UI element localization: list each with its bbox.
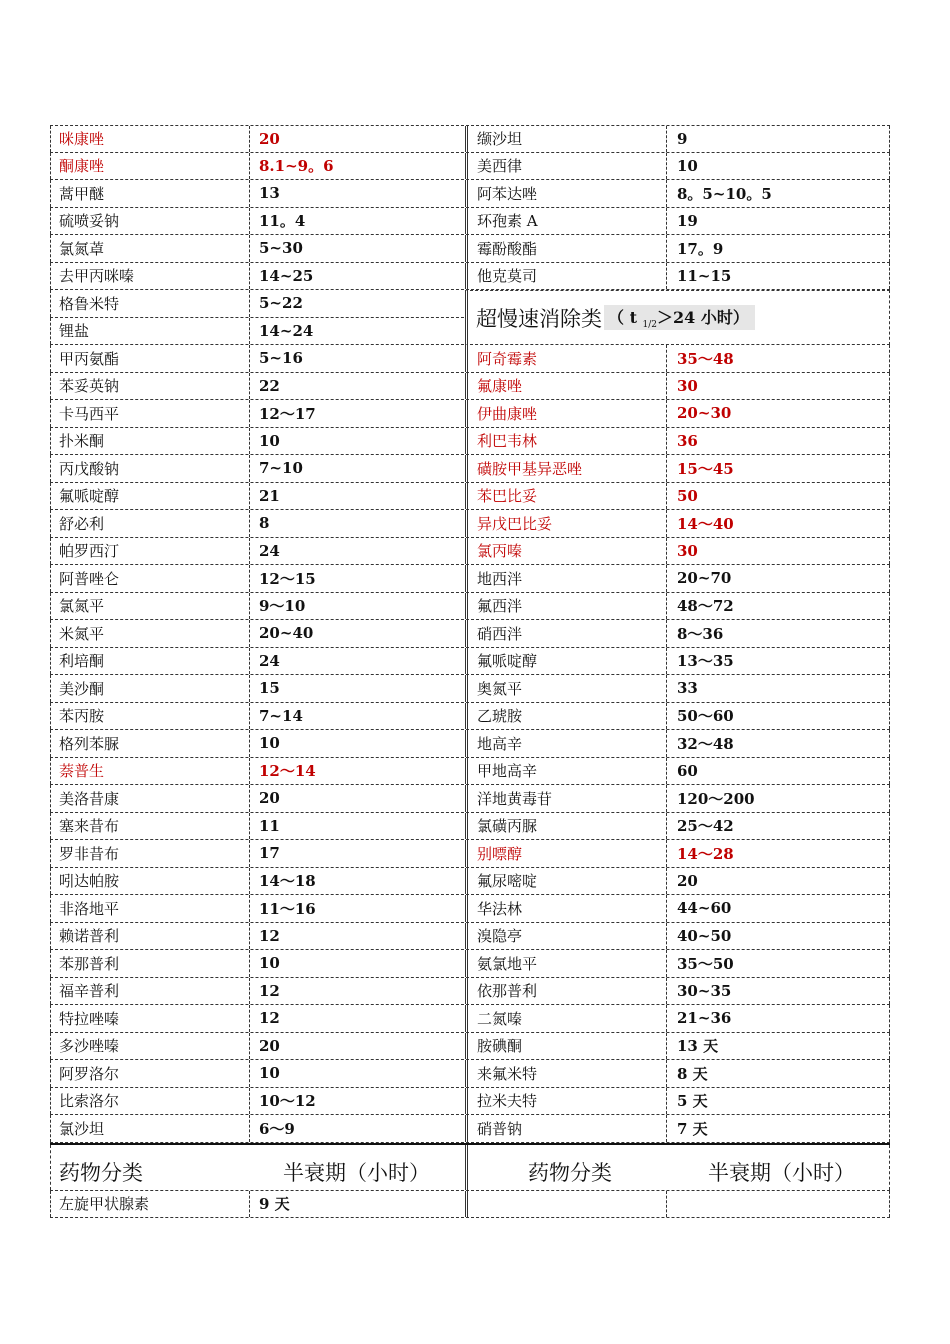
drug-name: 苯丙胺 bbox=[50, 703, 249, 730]
drug-name: 舒必利 bbox=[50, 510, 249, 537]
half-life-value: 9～10 bbox=[249, 593, 465, 620]
half-life-value: 8.1~9。6 bbox=[249, 153, 465, 180]
drug-name-right: 奥氮平 bbox=[465, 675, 666, 702]
section-heading bbox=[465, 290, 890, 345]
half-life-value-right: 8～36 bbox=[666, 620, 890, 647]
section-note-subscript: 1/2 bbox=[642, 320, 658, 331]
table-row bbox=[50, 455, 890, 483]
drug-name-right: 氯磺丙脲 bbox=[465, 813, 666, 840]
section-title: 超慢速消除类 bbox=[476, 306, 602, 331]
table-row bbox=[50, 1191, 890, 1219]
table-row bbox=[50, 758, 890, 786]
half-life-value: 14~25 bbox=[249, 263, 465, 290]
table-row bbox=[50, 593, 890, 621]
drug-name: 格鲁米特 bbox=[50, 290, 249, 317]
half-life-value-right: 20~70 bbox=[666, 565, 890, 592]
drug-name-right: 阿奇霉素 bbox=[465, 345, 666, 372]
drug-name-right bbox=[465, 1191, 666, 1218]
half-life-value: 12 bbox=[249, 1005, 465, 1032]
table-row bbox=[50, 400, 890, 428]
drug-name: 多沙唑嗪 bbox=[50, 1033, 249, 1060]
half-life-value-right: 32～48 bbox=[666, 730, 890, 757]
half-life-table bbox=[50, 125, 890, 1218]
drug-name-right: 他克莫司 bbox=[465, 263, 666, 290]
table-row bbox=[50, 978, 890, 1006]
drug-name-right: 氟康唑 bbox=[465, 373, 666, 400]
half-life-value-right: 50～60 bbox=[666, 703, 890, 730]
drug-name: 非洛地平 bbox=[50, 895, 249, 922]
half-life-value: 8 bbox=[249, 510, 465, 537]
drug-name-right: 溴隐亭 bbox=[465, 923, 666, 950]
table-row bbox=[50, 483, 890, 511]
half-life-value-right: 48～72 bbox=[666, 593, 890, 620]
drug-name-right: 华法林 bbox=[465, 895, 666, 922]
half-life-value: 20 bbox=[249, 785, 465, 812]
half-life-value-right: 21~36 bbox=[666, 1005, 890, 1032]
half-life-value: 5~30 bbox=[249, 235, 465, 262]
half-life-value-right: 14～28 bbox=[666, 840, 890, 867]
half-life-value: 7~14 bbox=[249, 703, 465, 730]
drug-name: 丙戊酸钠 bbox=[50, 455, 249, 482]
half-life-value-right: 13～35 bbox=[666, 648, 890, 675]
header-drug-class-left: 药物分类 bbox=[59, 1160, 143, 1185]
drug-name: 苯妥英钠 bbox=[50, 373, 249, 400]
drug-name: 比索洛尔 bbox=[50, 1088, 249, 1115]
drug-name: 氟哌啶醇 bbox=[50, 483, 249, 510]
half-life-value-right: 35～50 bbox=[666, 950, 890, 977]
half-life-value-right: 9 bbox=[666, 126, 890, 152]
drug-name-right: 胺碘酮 bbox=[465, 1033, 666, 1060]
half-life-value: 10～12 bbox=[249, 1088, 465, 1115]
half-life-value: 9 天 bbox=[249, 1191, 465, 1218]
half-life-value-right: 35～48 bbox=[666, 345, 890, 372]
half-life-value-right: 30~35 bbox=[666, 978, 890, 1005]
drug-name-right: 磺胺甲基异恶唑 bbox=[465, 455, 666, 482]
drug-name: 萘普生 bbox=[50, 758, 249, 785]
half-life-value: 12 bbox=[249, 978, 465, 1005]
drug-name-right: 地高辛 bbox=[465, 730, 666, 757]
half-life-value: 15 bbox=[249, 675, 465, 702]
table-row bbox=[50, 153, 890, 181]
drug-name: 蒿甲醚 bbox=[50, 180, 249, 207]
drug-name-right: 拉米夫特 bbox=[465, 1088, 666, 1115]
half-life-value: 10 bbox=[249, 428, 465, 455]
table-row bbox=[50, 263, 890, 291]
half-life-value-right: 8。5~10。5 bbox=[666, 180, 890, 207]
drug-name: 去甲丙咪嗪 bbox=[50, 263, 249, 290]
half-life-value-right: 17。9 bbox=[666, 235, 890, 262]
half-life-value: 22 bbox=[249, 373, 465, 400]
half-life-value-right: 30 bbox=[666, 373, 890, 400]
drug-name: 阿普唑仑 bbox=[50, 565, 249, 592]
half-life-value: 14~24 bbox=[249, 318, 465, 345]
drug-name: 赖诺普利 bbox=[50, 923, 249, 950]
drug-name: 扑米酮 bbox=[50, 428, 249, 455]
drug-name: 氯沙坦 bbox=[50, 1115, 249, 1142]
header-half-life-right: 半衰期（小时） bbox=[708, 1160, 855, 1185]
table-row bbox=[50, 235, 890, 263]
half-life-value-right: 25～42 bbox=[666, 813, 890, 840]
drug-name: 福辛普利 bbox=[50, 978, 249, 1005]
header-left bbox=[50, 1145, 465, 1190]
half-life-value: 14～18 bbox=[249, 868, 465, 895]
drug-name-right: 氟哌啶醇 bbox=[465, 648, 666, 675]
half-life-value-right: 20~30 bbox=[666, 400, 890, 427]
drug-name-right: 氯丙嗪 bbox=[465, 538, 666, 565]
table-row bbox=[50, 180, 890, 208]
half-life-value: 11 bbox=[249, 813, 465, 840]
drug-name: 塞来昔布 bbox=[50, 813, 249, 840]
half-life-value-right: 120～200 bbox=[666, 785, 890, 812]
drug-name-right: 氟尿嘧啶 bbox=[465, 868, 666, 895]
half-life-value: 7~10 bbox=[249, 455, 465, 482]
half-life-value: 17 bbox=[249, 840, 465, 867]
table-row bbox=[50, 208, 890, 236]
table-row bbox=[50, 565, 890, 593]
half-life-value: 10 bbox=[249, 950, 465, 977]
drug-name: 咪康唑 bbox=[50, 126, 249, 152]
half-life-value-right: 20 bbox=[666, 868, 890, 895]
half-life-value: 6～9 bbox=[249, 1115, 465, 1142]
table-row bbox=[50, 675, 890, 703]
half-life-value-right: 50 bbox=[666, 483, 890, 510]
section-note-open: （ t bbox=[608, 307, 643, 327]
drug-name: 米氮平 bbox=[50, 620, 249, 647]
drug-name-right: 利巴韦林 bbox=[465, 428, 666, 455]
half-life-value: 20 bbox=[249, 126, 465, 152]
half-life-value-right: 14～40 bbox=[666, 510, 890, 537]
drug-name: 美洛昔康 bbox=[50, 785, 249, 812]
drug-name-right: 氟西泮 bbox=[465, 593, 666, 620]
half-life-value: 11～16 bbox=[249, 895, 465, 922]
drug-name: 左旋甲状腺素 bbox=[50, 1191, 249, 1218]
table-row bbox=[50, 895, 890, 923]
half-life-value-right: 10 bbox=[666, 153, 890, 180]
drug-name: 格列苯脲 bbox=[50, 730, 249, 757]
drug-name: 酮康唑 bbox=[50, 153, 249, 180]
half-life-value: 12～14 bbox=[249, 758, 465, 785]
half-life-value: 13 bbox=[249, 180, 465, 207]
drug-name: 硫喷妥钠 bbox=[50, 208, 249, 235]
drug-name: 锂盐 bbox=[50, 318, 249, 345]
drug-name: 帕罗西汀 bbox=[50, 538, 249, 565]
half-life-value-right: 15～45 bbox=[666, 455, 890, 482]
drug-name-right: 氨氯地平 bbox=[465, 950, 666, 977]
drug-name-right: 洋地黄毒苷 bbox=[465, 785, 666, 812]
half-life-value: 5~22 bbox=[249, 290, 465, 317]
half-life-value-right: 11~15 bbox=[666, 263, 890, 290]
drug-name-right: 美西律 bbox=[465, 153, 666, 180]
table-row bbox=[50, 923, 890, 951]
drug-name: 利培酮 bbox=[50, 648, 249, 675]
half-life-value: 12～15 bbox=[249, 565, 465, 592]
half-life-value-right: 5 天 bbox=[666, 1088, 890, 1115]
half-life-value-right bbox=[666, 1191, 890, 1218]
table-row bbox=[50, 813, 890, 841]
section-note-rest: ＞24 小时） bbox=[657, 307, 749, 327]
drug-name-right: 乙琥胺 bbox=[465, 703, 666, 730]
table-header bbox=[50, 1143, 890, 1191]
table-row bbox=[50, 538, 890, 566]
header-half-life-left: 半衰期（小时） bbox=[283, 1160, 430, 1185]
half-life-value-right: 33 bbox=[666, 675, 890, 702]
half-life-value: 21 bbox=[249, 483, 465, 510]
table-row bbox=[50, 345, 890, 373]
half-life-value: 20 bbox=[249, 1033, 465, 1060]
table-body bbox=[50, 125, 890, 1143]
table-row bbox=[50, 373, 890, 401]
drug-name-right: 伊曲康唑 bbox=[465, 400, 666, 427]
header-right bbox=[465, 1145, 890, 1190]
drug-name: 罗非昔布 bbox=[50, 840, 249, 867]
section-note bbox=[604, 305, 755, 330]
header-drug-class-right: 药物分类 bbox=[528, 1160, 612, 1185]
table-row bbox=[50, 1060, 890, 1088]
half-life-value: 10 bbox=[249, 730, 465, 757]
half-life-value-right: 8 天 bbox=[666, 1060, 890, 1087]
table-row bbox=[50, 1033, 890, 1061]
half-life-value: 12～17 bbox=[249, 400, 465, 427]
drug-name-right: 异戊巴比妥 bbox=[465, 510, 666, 537]
half-life-value: 11。4 bbox=[249, 208, 465, 235]
drug-name-right: 阿苯达唑 bbox=[465, 180, 666, 207]
drug-name-right: 地西泮 bbox=[465, 565, 666, 592]
drug-name: 甲丙氨酯 bbox=[50, 345, 249, 372]
drug-name: 氯氮平 bbox=[50, 593, 249, 620]
drug-name-right: 甲地高辛 bbox=[465, 758, 666, 785]
drug-name-right: 硝普钠 bbox=[465, 1115, 666, 1142]
drug-name-right: 来氟米特 bbox=[465, 1060, 666, 1087]
half-life-value-right: 13 天 bbox=[666, 1033, 890, 1060]
table-row bbox=[50, 620, 890, 648]
drug-name-right: 环孢素 A bbox=[465, 208, 666, 235]
drug-name-right: 依那普利 bbox=[465, 978, 666, 1005]
drug-name: 苯那普利 bbox=[50, 950, 249, 977]
drug-name-right: 苯巴比妥 bbox=[465, 483, 666, 510]
drug-name: 特拉唑嗪 bbox=[50, 1005, 249, 1032]
table-row bbox=[50, 703, 890, 731]
half-life-value-right: 19 bbox=[666, 208, 890, 235]
half-life-value: 5~16 bbox=[249, 345, 465, 372]
drug-name: 氯氮䓬 bbox=[50, 235, 249, 262]
table-row bbox=[50, 785, 890, 813]
drug-name-right: 缬沙坦 bbox=[465, 126, 666, 152]
table-row bbox=[50, 1115, 890, 1143]
half-life-value: 20~40 bbox=[249, 620, 465, 647]
table-row bbox=[50, 125, 890, 153]
drug-name: 吲达帕胺 bbox=[50, 868, 249, 895]
drug-name-right: 二氮嗪 bbox=[465, 1005, 666, 1032]
half-life-value-right: 36 bbox=[666, 428, 890, 455]
drug-name: 阿罗洛尔 bbox=[50, 1060, 249, 1087]
table-row bbox=[50, 428, 890, 456]
drug-name: 卡马西平 bbox=[50, 400, 249, 427]
half-life-value: 10 bbox=[249, 1060, 465, 1087]
half-life-value-right: 40~50 bbox=[666, 923, 890, 950]
half-life-value: 12 bbox=[249, 923, 465, 950]
half-life-value-right: 7 天 bbox=[666, 1115, 890, 1142]
drug-name-right: 硝西泮 bbox=[465, 620, 666, 647]
table-row bbox=[50, 730, 890, 758]
half-life-value-right: 44~60 bbox=[666, 895, 890, 922]
half-life-value: 24 bbox=[249, 538, 465, 565]
drug-name: 美沙酮 bbox=[50, 675, 249, 702]
table-row bbox=[50, 950, 890, 978]
table-row bbox=[50, 840, 890, 868]
half-life-value-right: 30 bbox=[666, 538, 890, 565]
drug-name-right: 别嘌醇 bbox=[465, 840, 666, 867]
half-life-value: 24 bbox=[249, 648, 465, 675]
drug-name-right: 霉酚酸酯 bbox=[465, 235, 666, 262]
table-row bbox=[50, 868, 890, 896]
half-life-value-right: 60 bbox=[666, 758, 890, 785]
table-row bbox=[50, 1005, 890, 1033]
table-row bbox=[50, 1088, 890, 1116]
table-row bbox=[50, 648, 890, 676]
table-row bbox=[50, 510, 890, 538]
